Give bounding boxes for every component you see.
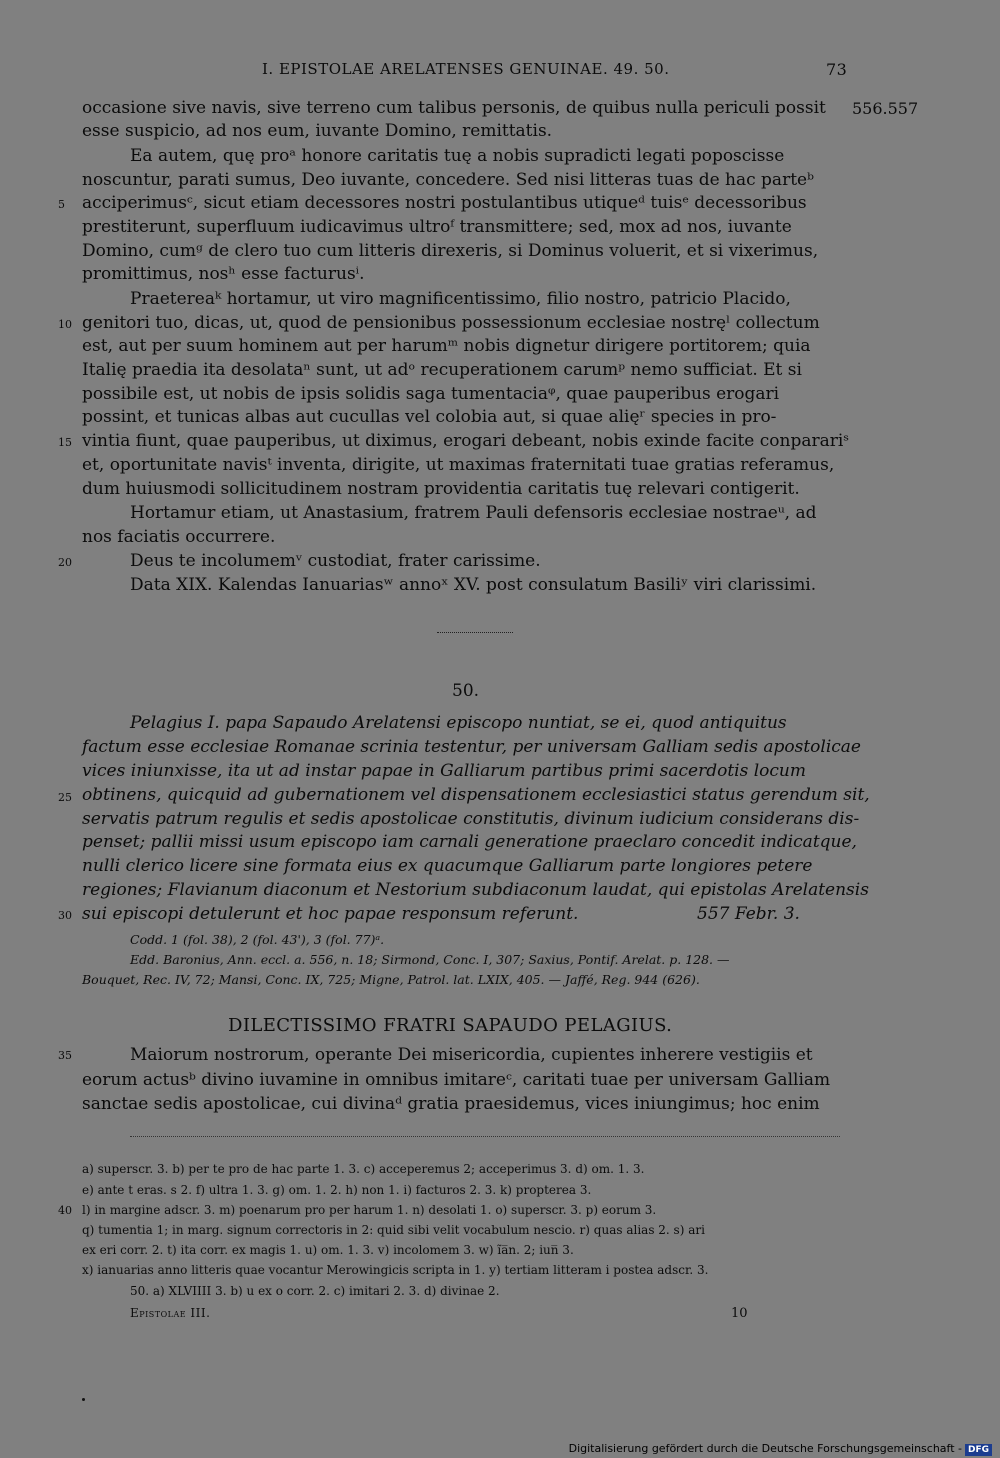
body-line: nos faciatis occurrere.: [82, 527, 276, 547]
salutation: DILECTISSIMO FRATRI SAPAUDO PELAGIUS.: [228, 1015, 673, 1036]
body-line: Hortamur etiam, ut Anastasium, fratrem Pauli defensoris ecclesiae nostraeᵘ, ad: [130, 503, 817, 523]
signature-label: Epistolae III.: [130, 1306, 211, 1320]
editions-line: Bouquet, Rec. IV, 72; Mansi, Conc. IX, 725; Migne, Patrol. lat. LXIX, 405. — Jaffé, Reg. 944 (626).: [82, 972, 700, 987]
summary-line: nulli clerico licere sine formata eius ex quacumque Galliarum parte longiores petere: [82, 856, 813, 876]
page-number: 73: [826, 60, 848, 79]
summary-line: servatis patrum regulis et sedis apostolicae constitutis, divinum iudicium considerans dis-: [82, 809, 860, 829]
footnote-separator: [130, 1136, 840, 1138]
body-line: noscuntur, parati sumus, Deo iuvante, concedere. Sed nisi litteras tuas de hac parteᵇ: [82, 170, 814, 190]
body-line: vintia fiunt, quae pauperibus, ut diximus, erogari debeant, nobis exinde facite conparariˢ: [82, 431, 850, 451]
letter-text-line: eorum actusᵇ divino iuvamine in omnibus imitareᶜ, caritati tuae per universam Galliam: [82, 1070, 831, 1090]
body-line: genitori tuo, dicas, ut, quod de pensionibus possessionum ecclesiae nostręˡ collectum: [82, 313, 820, 333]
signature-number: 10: [731, 1306, 748, 1321]
footnote-line: q) tumentia 1; in marg. signum correctoris in 2: quid sibi velit vocabulum nescio. r) quas alias 2. s) ari: [82, 1223, 705, 1237]
footnote-line: 50. a) XLVIIII 3. b) u ex o corr. 2. c) imitari 2. 3. d) divinae 2.: [130, 1284, 500, 1298]
body-line: prestiterunt, superfluum iudicavimus ultroᶠ transmittere; sed, mox ad nos, iuvante: [82, 217, 792, 237]
line-number: 40: [58, 1204, 72, 1217]
stray-mark: [82, 1398, 85, 1401]
letter-text-line: sanctae sedis apostolicae, cui divinaᵈ gratia praesidemus, vices iniungimus; hoc enim: [82, 1094, 820, 1114]
summary-line: obtinens, quicquid ad gubernationem vel dispensationem ecclesiastici status gerendum sit,: [82, 785, 870, 805]
summary-line: vices iniunxisse, ita ut ad instar papae in Galliarum partibus primi sacerdotis locum: [82, 761, 807, 781]
body-line: Domino, cumᵍ de clero tuo cum litteris direxeris, si Dominus voluerit, et si vixerimus,: [82, 241, 819, 261]
letter-number: 50.: [452, 681, 480, 701]
body-line: et, oportunitate navisᵗ inventa, dirigite, ut maximas fraternitati tuae gratias referamus,: [82, 455, 835, 475]
line-number: 10: [58, 318, 72, 331]
summary-line: sui episcopi detulerunt et hoc papae responsum referunt.: [82, 904, 579, 924]
dfg-logo: DFG: [965, 1444, 992, 1456]
body-line: esse suspicio, ad nos eum, iuvante Domino, remittatis.: [82, 121, 553, 141]
line-number: 35: [58, 1049, 72, 1062]
footnote-line: e) ante t eras. s 2. f) ultra 1. 3. g) om. 1. 2. h) non 1. i) facturos 2. 3. k) propterea 3.: [82, 1183, 592, 1197]
footnote-line: ex eri corr. 2. t) ita corr. ex magis 1. u) om. 1. 3. v) incolomem 3. w) ĩa̅n. 2; iun̅ 3.: [82, 1243, 574, 1257]
body-line: Ea autem, quę proᵃ honore caritatis tuę a nobis supradicti legati poposcisse: [130, 146, 785, 166]
credit-text: Digitalisierung gefördert durch die Deutsche Forschungsgemeinschaft -: [568, 1442, 962, 1455]
line-number: 25: [58, 791, 72, 804]
margin-reference: 556.557: [852, 99, 919, 118]
digitization-credit: [569, 1442, 992, 1456]
body-line: occasione sive navis, sive terreno cum talibus personis, de quibus nulla periculi possit: [82, 98, 826, 118]
running-title: I. EPISTOLAE ARELATENSES GENUINAE. 49. 50.: [262, 60, 670, 78]
body-line: possint, et tunicas albas aut cucullas vel colobia aut, si quae alięʳ species in pro-: [82, 407, 777, 427]
body-line: promittimus, nosʰ esse facturusⁱ.: [82, 264, 365, 284]
summary-line: penset; pallii missi usum episcopo iam carnali generatione praeclaro concedit indicatque,: [82, 832, 857, 852]
codices-line: Codd. 1 (fol. 38), 2 (fol. 43'), 3 (fol. 77)ᵃ.: [130, 932, 385, 947]
section-break: [437, 632, 513, 635]
line-number: 5: [58, 198, 65, 211]
body-line: Praetereaᵏ hortamur, ut viro magnificentissimo, filio nostro, patricio Placido,: [130, 289, 791, 309]
editions-line: Edd. Baronius, Ann. eccl. a. 556, n. 18; Sirmond, Conc. I, 307; Saxius, Pontif. Arelat. p. 128. —: [130, 952, 730, 967]
line-number: 20: [58, 556, 72, 569]
summary-line: Pelagius I. papa Sapaudo Arelatensi episcopo nuntiat, se ei, quod antiquitus: [130, 713, 787, 733]
body-line: Data XIX. Kalendas Ianuariasʷ annoˣ XV. post consulatum Basiliʸ viri clarissimi.: [130, 575, 817, 595]
footnote-line: x) ianuarias anno litteris quae vocantur Merowingicis scripta in 1. y) tertiam litteram i postea adscr. 3.: [82, 1263, 709, 1277]
body-line: Italię praedia ita desolataⁿ sunt, ut adᵒ recuperationem carumᵖ nemo sufficiat. Et si: [82, 360, 802, 380]
body-line: dum huiusmodi sollicitudinem nostram providentia caritatis tuę relevari contigerit.: [82, 479, 800, 499]
line-number: 30: [58, 909, 72, 922]
summary-line: regiones; Flavianum diaconum et Nestorium subdiaconum laudat, qui epistolas Arelatensis: [82, 880, 869, 900]
body-line: Deus te incolumemᵛ custodiat, frater carissime.: [130, 551, 541, 571]
body-line: est, aut per suum hominem aut per harumᵐ nobis dignetur dirigere portitorem; quia: [82, 336, 811, 356]
footnote-line: a) superscr. 3. b) per te pro de hac parte 1. 3. c) acceperemus 2; acceperimus 3. d) om. 1. 3.: [82, 1162, 645, 1176]
letter-date: 557 Febr. 3.: [697, 904, 800, 924]
footnote-line: l) in margine adscr. 3. m) poenarum pro per harum 1. n) desolati 1. o) superscr. 3. p) eorum 3.: [82, 1203, 657, 1217]
summary-line: factum esse ecclesiae Romanae scrinia testentur, per universam Galliam sedis apostolicae: [82, 737, 861, 757]
body-line: acciperimusᶜ, sicut etiam decessores nostri postulantibus utiqueᵈ tuisᵉ decessoribus: [82, 193, 807, 213]
letter-text-line: Maiorum nostrorum, operante Dei misericordia, cupientes inherere vestigiis et: [130, 1045, 813, 1065]
line-number: 15: [58, 436, 72, 449]
body-line: possibile est, ut nobis de ipsis solidis saga tumentaciaᵠ, quae pauperibus erogari: [82, 384, 780, 404]
